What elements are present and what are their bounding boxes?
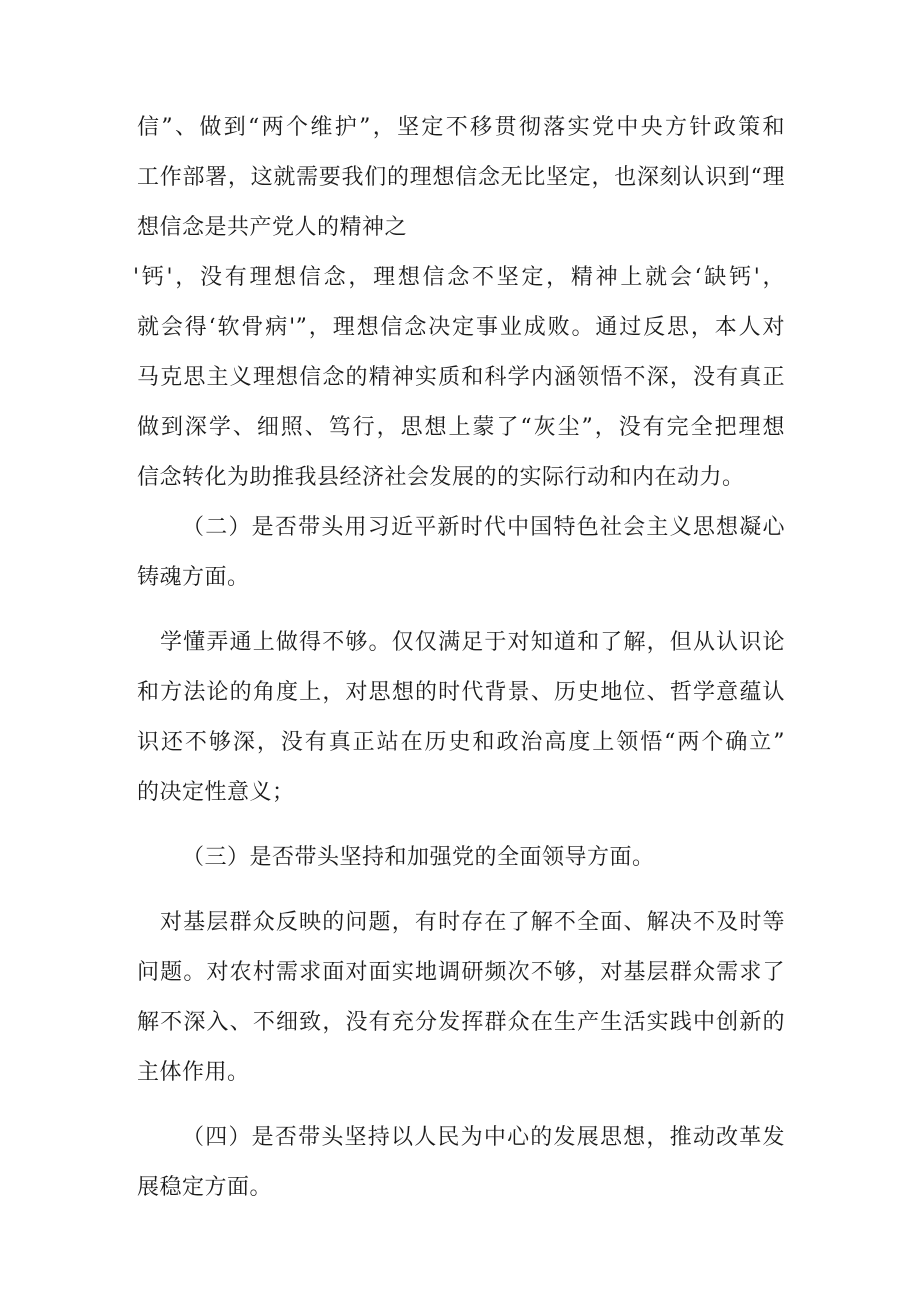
section-heading: 铸魂方面。	[137, 565, 250, 590]
section-heading: （二）是否带头用习近平新时代中国特色社会主义思想凝心	[182, 515, 785, 540]
text-line: 识还不够深，没有真正站在历史和政治高度上领悟“两个确立”	[137, 730, 785, 755]
section-heading: （四）是否带头坚持以人民为中心的发展思想，推动改革发	[182, 1125, 785, 1150]
section-heading: （三）是否带头坚持和加强党的全面领导方面。	[182, 845, 655, 870]
text-line: 就会得‘软骨病'”，理想信念决定事业成败。通过反思，本人对	[137, 315, 785, 340]
text-line: 学懂弄通上做得不够。仅仅满足于对知道和了解，但从认识论	[160, 630, 785, 655]
section-heading: 展稳定方面。	[137, 1175, 273, 1200]
text-line: 马克思主义理想信念的精神实质和科学内涵领悟不深，没有真正	[137, 365, 785, 390]
text-line: 对基层群众反映的问题，有时存在了解不全面、解决不及时等	[160, 910, 785, 935]
text-line: 解不深入、不细致，没有充分发挥群众在生产生活实践中创新的	[137, 1010, 785, 1035]
text-line: 想信念是共产党人的精神之	[137, 215, 408, 240]
text-line: '钙'，没有理想信念，理想信念不坚定，精神上就会‘缺钙'，	[133, 265, 785, 290]
text-line: 信”、做到“两个维护”，坚定不移贯彻落实党中央方针政策和	[137, 115, 785, 140]
text-line: 做到深学、细照、笃行，思想上蒙了“灰尘”，没有完全把理想	[137, 415, 785, 440]
text-line: 问题。对农村需求面对面实地调研频次不够，对基层群众需求了	[137, 960, 785, 985]
text-line: 主体作用。	[137, 1060, 250, 1085]
text-line: 信念转化为助推我县经济社会发展的的实际行动和内在动力。	[137, 465, 745, 490]
text-line: 和方法论的角度上，对思想的时代背景、历史地位、哲学意蕴认	[137, 680, 785, 705]
text-line: 工作部署，这就需要我们的理想信念无比坚定，也深刻认识到“理	[137, 165, 785, 190]
text-line: 的决定性意义；	[137, 780, 295, 805]
